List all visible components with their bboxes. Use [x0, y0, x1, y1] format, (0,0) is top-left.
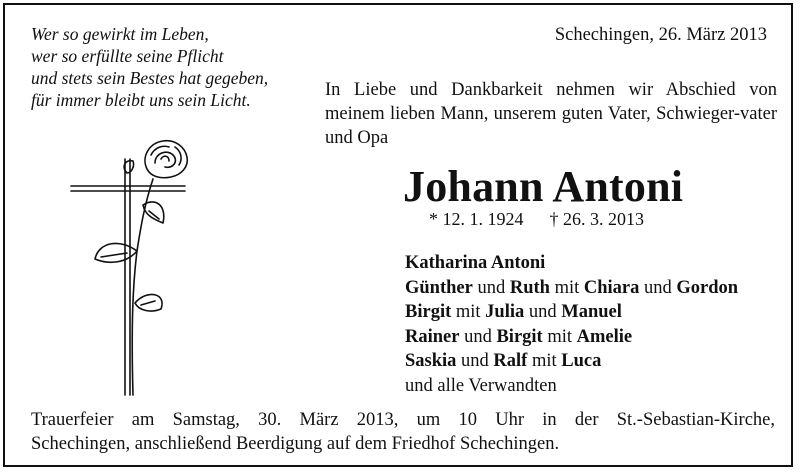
funeral-line: Schechingen, anschließend Beerdigung auf dem Friedhof Schechingen. — [31, 433, 560, 454]
mourner-name: Birgit — [496, 326, 543, 347]
connector: und — [461, 351, 489, 371]
mourner-name: Ralf — [493, 351, 528, 371]
connector: und — [464, 326, 492, 347]
memorial-poem — [31, 23, 268, 111]
poem-line: für immer bleibt uns sein Licht. — [31, 90, 251, 110]
death-date: † 26. 3. 2013 — [549, 209, 644, 229]
mourner-name: Rainer — [405, 326, 460, 347]
mourner-line — [405, 349, 738, 374]
mourner-name: Luca — [561, 351, 602, 371]
connector: und — [528, 302, 557, 322]
mourner-name: Julia — [485, 302, 525, 322]
mourner-name: Günther — [405, 277, 473, 298]
poem-line: wer so erfüllte seine Pflicht — [31, 46, 224, 66]
cross-with-rose-icon — [67, 133, 197, 403]
farewell-text: In Liebe und Dankbarkeit nehmen wir Abschied von meinem lieben Mann, unserem guten Vater, Schwieger-vater und Opa — [325, 80, 777, 148]
life-dates — [429, 209, 644, 230]
connector: mit — [455, 302, 481, 322]
mourner-name: Chiara — [583, 277, 640, 298]
deceased-name: Johann Antoni — [403, 162, 684, 211]
connector: und — [644, 277, 672, 298]
birth-date: * 12. 1. 1924 — [429, 209, 524, 229]
connector: mit — [531, 351, 557, 371]
poem-line: Wer so gewirkt im Leben, — [31, 24, 209, 44]
mourner-name: Katharina Antoni — [405, 253, 546, 273]
mourner-name: Amelie — [576, 326, 633, 347]
mourner-name: Gordon — [676, 277, 739, 298]
mourner-name: Manuel — [561, 302, 622, 322]
connector: und — [477, 277, 506, 298]
mourners-list — [405, 251, 738, 398]
funeral-info — [31, 409, 775, 456]
obituary-notice — [3, 3, 793, 467]
relatives-text: und alle Verwandten — [405, 375, 557, 396]
mourner-name: Birgit — [405, 302, 452, 322]
mourner-line — [405, 251, 738, 276]
mourner-line — [405, 374, 738, 399]
mourner-line — [405, 276, 738, 301]
place-date: Schechingen, 26. März 2013 — [554, 25, 767, 45]
mourner-line — [405, 325, 738, 350]
funeral-line: Trauerfeier am Samstag, 30. März 2013, um 10 Uhr in der St.-Sebastian-Kirche, — [31, 410, 775, 430]
connector: mit — [547, 326, 573, 347]
mourner-name: Ruth — [509, 277, 550, 298]
poem-line: und stets sein Bestes hat gegeben, — [31, 68, 269, 88]
mourner-name: Saskia — [405, 351, 457, 371]
mourner-line — [405, 300, 738, 325]
connector: mit — [554, 277, 580, 298]
